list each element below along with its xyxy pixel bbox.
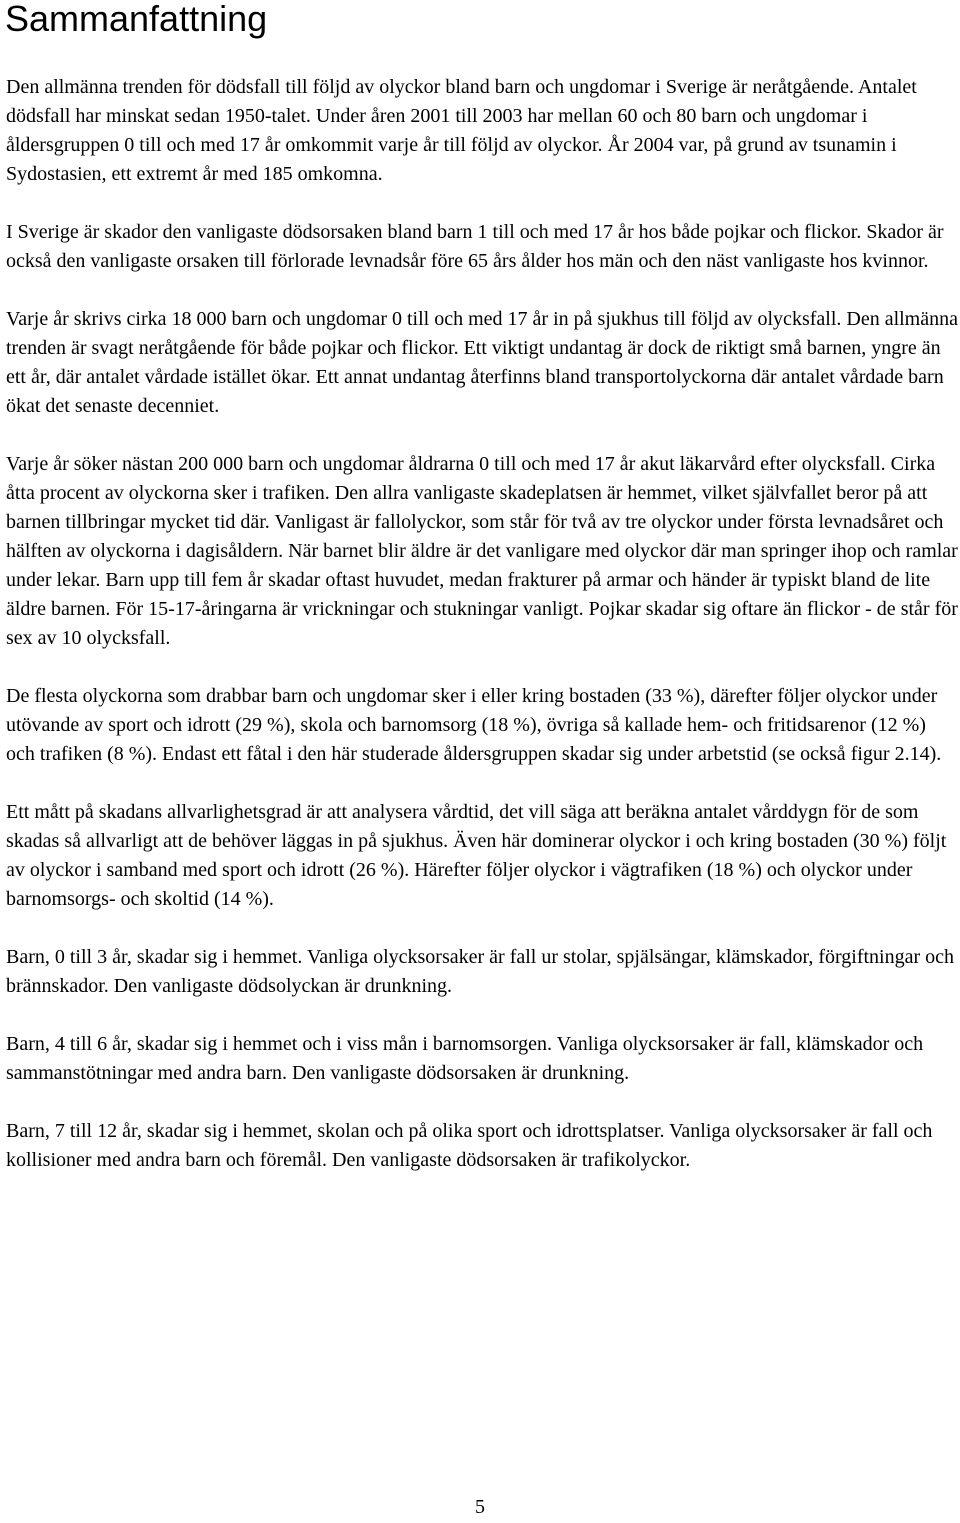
paragraph-leading-cause: I Sverige är skador den vanligaste dödsorsaken bland barn 1 till och med 17 år hos både pojkar och flickor. Skador är också den vanligaste orsaken till förlorade levnadsår före 65 års ålder hos män och den näst vanligaste hos kvinnor.	[6, 221, 944, 272]
paragraph-severity: Ett mått på skadans allvarlighetsgrad är att analysera vårdtid, det vill säga att beräkna antalet vårddygn för de som skadas så allvarligt att de behöver läggas in på sjukhus. Även här dominerar olyckor i och kring bostaden (30 %) följt av olyckor i samband med sport och idrott (26 %). Härefter följer olyckor i vägtrafiken (18 %) och olyckor under barnomsorgs- och skoltid (14 %).	[6, 801, 947, 910]
paragraph-injury-locations: De flesta olyckorna som drabbar barn och ungdomar sker i eller kring bostaden (33 %), därefter följer olyckor under utövande av sport och idrott (29 %), skola och barnomsorg (18 %), övriga så kallade hem- och fritidsarenor (12 %) och trafiken (8 %). Endast ett fåtal i den här studerade åldersgruppen skadar sig under arbetstid (se också figur 2.14).	[6, 685, 942, 765]
paragraph-age-7-12: Barn, 7 till 12 år, skadar sig i hemmet, skolan och på olika sport och idrottsplatser. Vanliga olycksorsaker är fall och kollisioner med andra barn och föremål. Den vanligaste dödsorsaken är trafikolyckor.	[6, 1120, 933, 1171]
paragraph-emergency-care: Varje år söker nästan 200 000 barn och ungdomar åldrarna 0 till och med 17 år akut läkarvård efter olycksfall. Cirka åtta procent av olyckorna sker i trafiken. Den allra vanligaste skadeplatsen är hemmet, vilket självfallet beror på att barnen tillbringar mycket tid där. Vanligast är fallolyckor, som står för två av tre olyckor under första levnadsåret och hälften av olyckorna i dagisåldern. När barnet blir äldre är det vanligare med olyckor där man springer ihop och ramlar under lekar. Barn upp till fem år skadar oftast huvudet, medan frakturer på armar och händer är typiskt bland de lite äldre barnen. För 15-17-åringarna är vrickningar och stukningar vanligt. Pojkar skadar sig oftare än flickor - de står för sex av 10 olycksfall.	[6, 453, 958, 649]
body-text	[6, 73, 958, 1204]
paragraph-hospitalizations: Varje år skrivs cirka 18 000 barn och ungdomar 0 till och med 17 år in på sjukhus till följd av olycksfall. Den allmänna trenden är svagt neråtgående för både pojkar och flickor. Ett viktigt undantag är dock de riktigt små barnen, yngre än ett år, där antalet vårdade istället ökar. Ett annat undantag återfinns bland transportolyckorna där antalet vårdade barn ökat det senaste decenniet.	[6, 308, 958, 417]
paragraph-death-trends: Den allmänna trenden för dödsfall till följd av olyckor bland barn och ungdomar i Sverige är neråtgående. Antalet dödsfall har minskat sedan 1950-talet. Under åren 2001 till 2003 har mellan 60 och 80 barn och ungdomar i åldersgruppen 0 till och med 17 år omkommit varje år till följd av olyckor. År 2004 var, på grund av tsunamin i Sydostasien, ett extremt år med 185 omkomna.	[6, 76, 917, 185]
page-number: 5	[475, 1496, 485, 1518]
paragraph-age-4-6: Barn, 4 till 6 år, skadar sig i hemmet och i viss mån i barnomsorgen. Vanliga olycksorsaker är fall, klämskador och sammanstötningar med andra barn. Den vanligaste dödsorsaken är drunkning.	[6, 1033, 924, 1084]
paragraph-age-0-3: Barn, 0 till 3 år, skadar sig i hemmet. Vanliga olycksorsaker är fall ur stolar, spjälsängar, klämskador, förgiftningar och brännskador. Den vanligaste dödsolyckan är drunkning.	[6, 946, 955, 997]
page-title: Sammanfattning	[5, 0, 268, 39]
